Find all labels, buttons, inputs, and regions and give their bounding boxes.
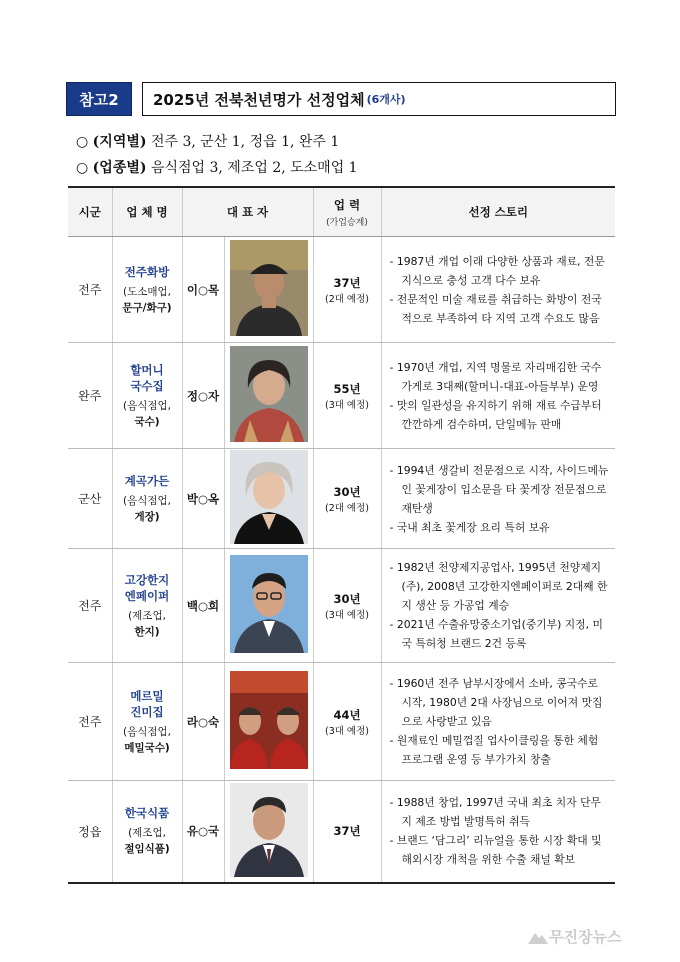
business-cell bbox=[112, 449, 182, 549]
category-type: (음식점업, bbox=[122, 494, 171, 507]
representative-name: 정○자 bbox=[182, 343, 224, 449]
col-header-story: 선정 스토리 bbox=[381, 187, 615, 237]
business-name-line: 엔페이퍼 bbox=[124, 588, 170, 603]
story-cell bbox=[381, 663, 615, 781]
representative-name: 이○목 bbox=[182, 237, 224, 343]
business-category bbox=[113, 284, 182, 316]
representative-photo bbox=[230, 450, 308, 544]
company-count: (6개사) bbox=[366, 93, 406, 106]
category-item: 메밀국수) bbox=[124, 741, 170, 754]
succession-plan: (2대 예정) bbox=[324, 502, 369, 514]
region-cell: 완주 bbox=[68, 343, 112, 449]
business-category bbox=[113, 398, 182, 430]
business-name: 전주화방 bbox=[124, 264, 170, 279]
history-years: 44년 bbox=[333, 707, 361, 722]
photo-cell bbox=[224, 449, 313, 549]
photo-cell bbox=[224, 549, 313, 663]
history-cell bbox=[313, 781, 381, 883]
col-header-history bbox=[313, 187, 381, 237]
reference-tag: 참고2 bbox=[66, 82, 132, 116]
story-item: - 맛의 일관성을 유지하기 위해 재료 수급부터 깐깐하게 검수하며, 단일메뉴 판매 bbox=[389, 398, 602, 431]
photo-cell bbox=[224, 663, 313, 781]
summary-label: (업종별) bbox=[92, 160, 147, 176]
history-years: 30년 bbox=[333, 484, 361, 499]
succession-plan: (3대 예정) bbox=[324, 609, 369, 621]
business-name-line: 진미집 bbox=[130, 704, 164, 719]
title-box bbox=[142, 82, 616, 116]
category-item: 한지) bbox=[134, 625, 160, 638]
table-row bbox=[68, 237, 615, 343]
region-cell: 군산 bbox=[68, 449, 112, 549]
business-category bbox=[113, 724, 182, 756]
category-type: (제조업, bbox=[128, 609, 166, 622]
story-item: - 2021년 수출유망중소기업(중기부) 지정, 미국 특허청 브랜드 2건 등록 bbox=[389, 618, 603, 650]
region-cell: 전주 bbox=[68, 663, 112, 781]
table-header-row bbox=[68, 187, 615, 237]
photo-cell bbox=[224, 237, 313, 343]
col-header-region: 시군 bbox=[68, 187, 112, 237]
representative-name: 백○희 bbox=[182, 549, 224, 663]
history-years: 55년 bbox=[333, 381, 361, 396]
story-item: - 국내 최초 꽃게장 요리 특허 보유 bbox=[389, 520, 550, 534]
representative-photo bbox=[230, 346, 308, 442]
story-cell bbox=[381, 549, 615, 663]
category-item: 절임식품) bbox=[124, 843, 170, 856]
representative-photo bbox=[230, 240, 308, 336]
story-cell bbox=[381, 449, 615, 549]
representative-name: 유○국 bbox=[182, 781, 224, 883]
summary-label: (지역별) bbox=[92, 134, 147, 150]
story-item: - 1987년 개업 이래 다양한 상품과 재료, 전문 지식으로 충성 고객 다수 보유 bbox=[389, 254, 605, 287]
story-item: - 1970년 개업, 지역 명물로 자리매김한 국수가게로 3대째(할머니-대표-아들부부) 운영 bbox=[389, 360, 602, 393]
business-cell bbox=[112, 663, 182, 781]
business-category bbox=[113, 493, 182, 525]
story-item: - 전문적인 미술 재료를 취급하는 화방이 전국적으로 부족하여 타 지역 고객 수요도 많음 bbox=[389, 292, 602, 325]
business-category bbox=[113, 608, 182, 640]
representative-photo bbox=[230, 671, 308, 769]
category-type: (음식점업, bbox=[122, 725, 171, 738]
business-name bbox=[113, 572, 182, 604]
document-header bbox=[66, 82, 616, 116]
summary-region bbox=[76, 131, 339, 151]
region-cell: 전주 bbox=[68, 237, 112, 343]
watermark-text: 무진장뉴스 bbox=[549, 928, 622, 946]
mountain-logo-icon bbox=[527, 929, 549, 945]
summary-text: 음식점업 3, 제조업 2, 도소매업 1 bbox=[150, 160, 358, 176]
category-type: (제조업, bbox=[128, 827, 166, 840]
table-row bbox=[68, 663, 615, 781]
story-cell bbox=[381, 781, 615, 883]
representative-photo bbox=[230, 555, 308, 653]
story-item: - 1960년 전주 남부시장에서 소바, 콩국수로 시작, 1980년 2대 사장님으로 이어져 맛집으로 사랑받고 있음 bbox=[389, 677, 603, 728]
table-row bbox=[68, 781, 615, 883]
history-header-label: 업 력 bbox=[333, 197, 361, 212]
history-years: 37년 bbox=[333, 824, 361, 839]
representative-photo bbox=[230, 783, 308, 877]
table-row bbox=[68, 449, 615, 549]
story-item: - 1988년 창업, 1997년 국내 최초 치자 단무지 제조 방법 발명특허 취득 bbox=[389, 796, 601, 829]
history-cell bbox=[313, 549, 381, 663]
category-type: (음식점업, bbox=[122, 399, 171, 412]
representative-name: 박○옥 bbox=[182, 449, 224, 549]
history-years: 30년 bbox=[333, 591, 361, 606]
history-cell bbox=[313, 237, 381, 343]
region-cell: 전주 bbox=[68, 549, 112, 663]
history-cell bbox=[313, 343, 381, 449]
story-cell bbox=[381, 237, 615, 343]
business-name-line: 메르밀 bbox=[130, 688, 164, 703]
business-name bbox=[113, 362, 182, 394]
category-type: (도소매업, bbox=[122, 285, 171, 298]
business-name-line: 할머니 bbox=[130, 362, 164, 377]
business-name bbox=[113, 688, 182, 720]
col-header-business: 업 체 명 bbox=[112, 187, 182, 237]
business-cell bbox=[112, 343, 182, 449]
category-item: 국수) bbox=[134, 415, 160, 428]
succession-plan: (3대 예정) bbox=[324, 725, 369, 737]
table-row bbox=[68, 343, 615, 449]
table-row bbox=[68, 549, 615, 663]
summary-text: 전주 3, 군산 1, 정읍 1, 완주 1 bbox=[150, 134, 340, 150]
photo-cell bbox=[224, 781, 313, 883]
col-header-representative: 대 표 자 bbox=[182, 187, 313, 237]
succession-plan: (3대 예정) bbox=[324, 399, 369, 411]
companies-table bbox=[68, 186, 615, 884]
story-item: - 1982년 천양제지공업사, 1995년 천양제지(주), 2008년 고강한지엔페이퍼로 2대째 한지 생산 등 가공업 계승 bbox=[389, 561, 608, 612]
story-item: - 1994년 생갈비 전문점으로 시작, 사이드메뉴인 꽃게장이 입소문을 타 꽃게장 전문점으로 재탄생 bbox=[389, 463, 609, 515]
story-cell bbox=[381, 343, 615, 449]
business-name-line: 국수집 bbox=[130, 378, 164, 393]
business-cell bbox=[112, 549, 182, 663]
story-item: - 원재료인 메밀껍질 업사이클링을 통한 체험 프로그램 운영 등 부가가치 창출 bbox=[389, 734, 599, 766]
region-cell: 정읍 bbox=[68, 781, 112, 883]
summary-bullet: ○ bbox=[76, 160, 89, 176]
business-category bbox=[113, 825, 182, 857]
history-cell bbox=[313, 449, 381, 549]
history-cell bbox=[313, 663, 381, 781]
business-name: 계곡가든 bbox=[124, 473, 170, 488]
summary-bullet: ○ bbox=[76, 134, 89, 150]
history-header-sub: (가업승계) bbox=[326, 217, 368, 228]
photo-cell bbox=[224, 343, 313, 449]
business-cell bbox=[112, 781, 182, 883]
category-item: 문구/화구) bbox=[122, 301, 172, 314]
representative-name: 라○숙 bbox=[182, 663, 224, 781]
watermark bbox=[527, 926, 621, 947]
succession-plan: (2대 예정) bbox=[324, 293, 369, 305]
summary-industry bbox=[76, 157, 358, 177]
page-title: 2025년 전북천년명가 선정업체 bbox=[153, 90, 365, 109]
business-cell bbox=[112, 237, 182, 343]
category-item: 게장) bbox=[134, 510, 160, 523]
business-name: 한국식품 bbox=[124, 806, 170, 821]
story-item: - 브랜드 ‘담그리’ 리뉴얼을 통한 시장 확대 및 해외시장 개척을 위한 수출 채널 확보 bbox=[389, 834, 602, 867]
history-years: 37년 bbox=[333, 275, 361, 290]
business-name-line: 고강한지 bbox=[124, 572, 170, 587]
